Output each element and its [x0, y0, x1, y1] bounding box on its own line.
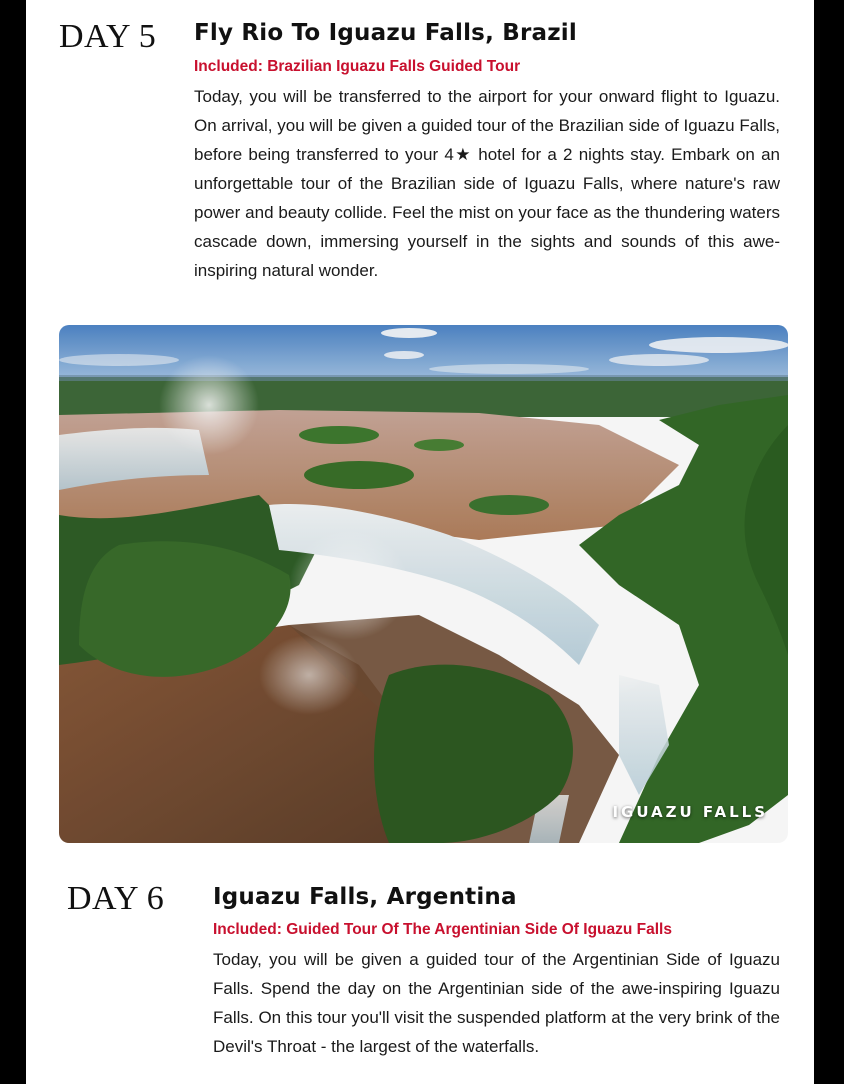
iguazu-falls-photo — [59, 325, 788, 843]
iguazu-falls-illustration — [59, 325, 788, 843]
day6-label: DAY 6 — [67, 880, 165, 917]
day6-description: Today, you will be given a guided tour of the Argentinian Side of Iguazu Falls. Spend the day on the Argentinian side of the awe-inspiring Iguazu Falls. On this tour you'll visit the suspended platform at the very brink of the Devil's Throat - the largest of the waterfalls. — [213, 950, 780, 1056]
day6-title: Iguazu Falls, Argentina — [213, 884, 517, 910]
day5-description: Today, you will be transferred to the airport for your onward flight to Iguazu. On arrival, you will be given a guided tour of the Brazilian side of Iguazu Falls, before being transferred to your 4★ hotel for a 2 nights stay. Embark on an unforgettable tour of the Brazilian side of Iguazu Falls, where nature's raw power and beauty collide. Feel the mist on your face as the thundering waters cascade down, immersing yourself in the sights and sounds of this awe-inspiring natural wonder. — [194, 87, 780, 280]
day6-included: Included: Guided Tour Of The Argentinian Side Of Iguazu Falls — [213, 921, 672, 938]
itinerary-page — [26, 0, 814, 1084]
photo-caption: IGUAZU FALLS — [612, 803, 768, 821]
day5-title: Fly Rio To Iguazu Falls, Brazil — [194, 20, 577, 46]
day5-included: Included: Brazilian Iguazu Falls Guided Tour — [194, 58, 521, 75]
day5-label: DAY 5 — [59, 18, 157, 55]
